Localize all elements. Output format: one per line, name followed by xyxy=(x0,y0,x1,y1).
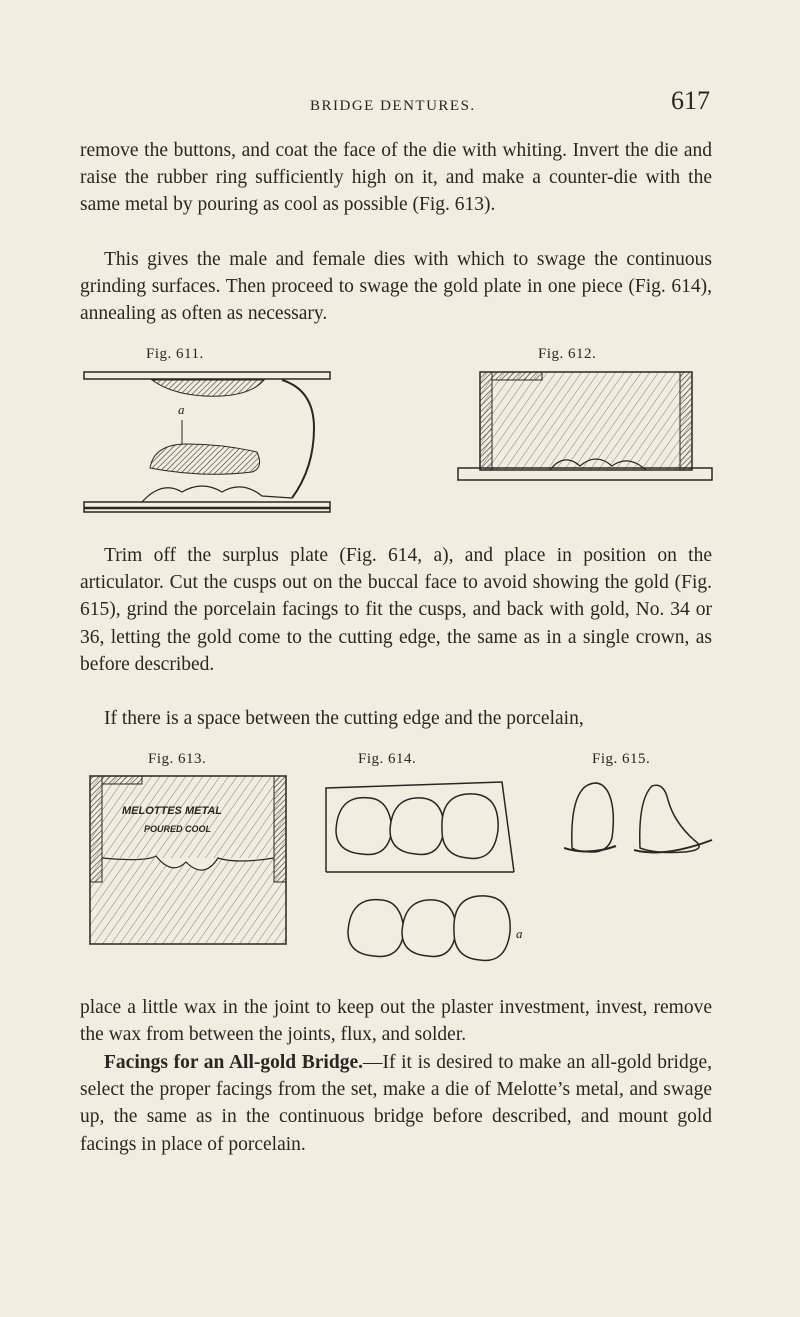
fig-614-caption: Fig. 614. xyxy=(358,751,417,767)
fig-613-illustration xyxy=(86,772,292,948)
fig-615-caption: Fig. 615. xyxy=(592,751,651,767)
section-heading: Facings for an All-gold Bridge. xyxy=(104,1052,363,1073)
fig-613-text-line2: POURED COOL xyxy=(144,824,212,834)
paragraph-1: remove the buttons, and coat the face of the die with whiting. Invert the die and raise the rubber ring sufficiently high on it, and make a counter-die with the same metal by pouring as cool as possible (Fig. 613). xyxy=(80,140,712,216)
page-number: 617 xyxy=(671,86,710,115)
paragraph-4: If there is a space between the cutting edge and the porcelain, xyxy=(104,708,584,729)
fig-613-caption: Fig. 613. xyxy=(148,751,207,767)
page-header xyxy=(80,86,720,122)
fig-612-caption: Fig. 612. xyxy=(538,346,597,362)
paragraph-2: This gives the male and female dies with which to swage the continuous grinding surfaces. Then proceed to swage the gold plate in one piece (Fig. 614), annealing as often as necessary. xyxy=(80,249,712,325)
fig-612-illustration xyxy=(456,368,718,486)
fig-611-label-a: a xyxy=(178,402,185,417)
fig-614-illustration xyxy=(322,772,532,964)
fig-611-caption: Fig. 611. xyxy=(146,346,204,362)
fig-613-text-line1: MELOTTES METAL xyxy=(122,805,223,817)
paragraph-6 xyxy=(80,1049,712,1158)
paragraph-5: place a little wax in the joint to keep out the plaster investment, invest, remove the wax from between the joints, flux, and solder. xyxy=(80,997,712,1046)
paragraph-6-body: —If it is desired to make an all-gold bridge, select the proper facings from the set, make a die of Melotte’s metal, and swage up, the same as in the continuous bridge before described, and mount gold facings in place of porcelain. xyxy=(80,1052,712,1155)
running-head: BRIDGE DENTURES. xyxy=(310,98,476,114)
fig-615-illustration xyxy=(564,778,714,858)
fig-614-label-a: a xyxy=(516,926,523,941)
fig-611-illustration xyxy=(82,368,354,518)
paragraph-3: Trim off the surplus plate (Fig. 614, a), and place in position on the articulator. Cut the cusps out on the buccal face to avoid showing the gold (Fig. 615), grind the porcelain facings to fit the cusps, and back with gold, No. 34 or 36, letting the gold come to the cutting edge, the same as in a single crown, as before described. xyxy=(80,545,712,675)
